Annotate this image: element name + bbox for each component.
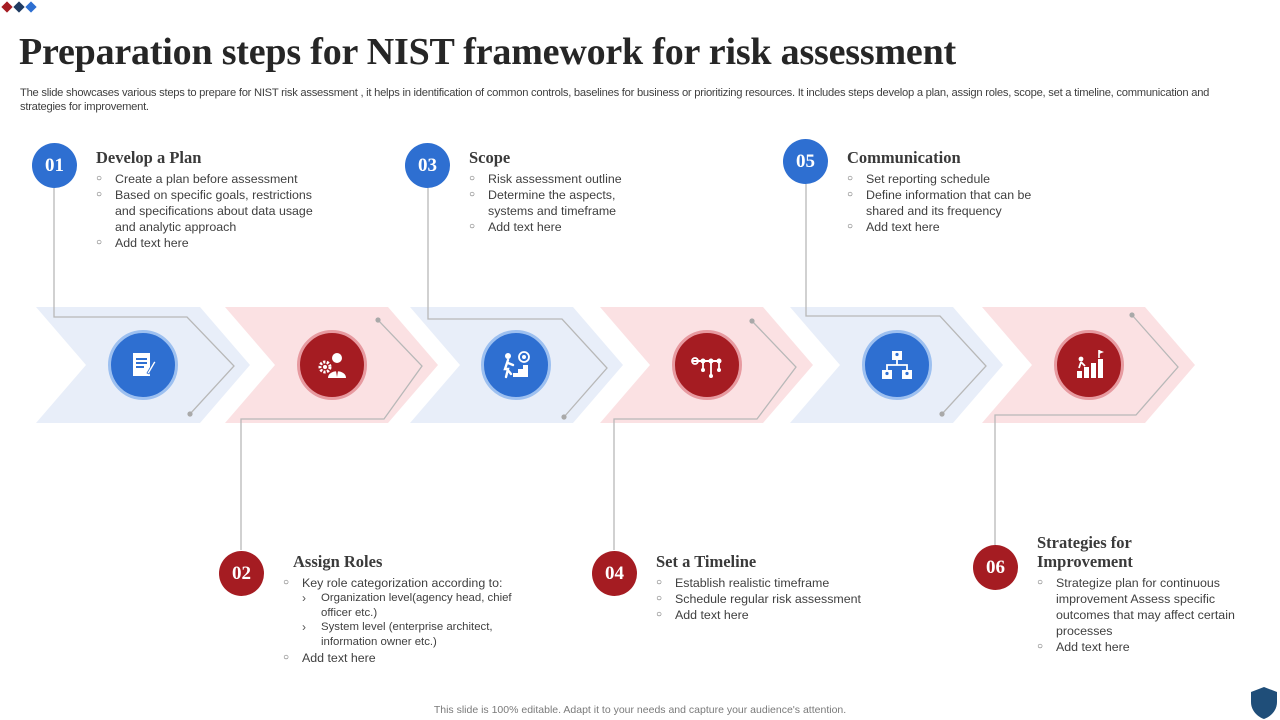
- step-2-bullets-end: [283, 650, 533, 666]
- bullet-item: ○ Key role categorization according to:: [283, 575, 533, 591]
- shield-icon: [1249, 686, 1279, 720]
- bullet-item: ○ Define information that can be shared and its frequency: [847, 187, 1037, 219]
- slide-subtitle: The slide showcases various steps to prepare for NIST risk assessment , it helps in identification of common controls, baselines for business or prioritizing resources. It includes steps develop a plan, assign roles, scope, set a timeline, communication and strategies for improvement.: [20, 87, 1210, 113]
- slide-title: Preparation steps for NIST framework for risk assessment: [19, 31, 956, 73]
- step-5-bullets: [847, 171, 1037, 235]
- document-edit-icon: [125, 347, 161, 383]
- step-4-title: Set a Timeline: [656, 552, 757, 571]
- step-2-bullets: [283, 575, 533, 591]
- step-6-content: [1037, 533, 1242, 655]
- step-2-number: 02: [219, 551, 264, 596]
- step-2-content: [283, 552, 533, 666]
- bullet-item: ○ Add text here: [469, 219, 649, 235]
- step-3-icon-badge: [481, 330, 551, 400]
- step-1-content: [96, 148, 336, 251]
- step-5-title: Communication: [847, 148, 961, 167]
- step-1-bullets: [96, 171, 336, 251]
- step-1-number: 01: [32, 143, 77, 188]
- bullet-item: ○ Add text here: [283, 650, 533, 666]
- step-1-title: Develop a Plan: [96, 148, 202, 167]
- step-2-icon-badge: [297, 330, 367, 400]
- step-3-title: Scope: [469, 148, 511, 167]
- org-chart-icon: [879, 347, 915, 383]
- growth-flag-icon: [1071, 347, 1107, 383]
- step-2-sub-bullets: [302, 591, 533, 649]
- step-6-title: Strategies for Improvement: [1037, 533, 1133, 571]
- bullet-item: ○ Determine the aspects, systems and timeframe: [469, 187, 649, 219]
- bullet-item: ○ Add text here: [1037, 639, 1242, 655]
- footer-note: This slide is 100% editable. Adapt it to your needs and capture your audience's attention.: [433, 704, 847, 716]
- sub-bullet-item: › Organization level(agency head, chief officer etc.): [302, 591, 533, 620]
- person-target-stairs-icon: [498, 347, 534, 383]
- step-3-content: [469, 148, 649, 235]
- bullet-item: ○ Risk assessment outline: [469, 171, 649, 187]
- timeline-icon: [689, 347, 725, 383]
- bullet-item: ○ Add text here: [656, 607, 896, 623]
- bullet-item: ○ Create a plan before assessment: [96, 171, 336, 187]
- step-4-content: [656, 552, 896, 623]
- sub-bullet-item: › System level (enterprise architect, information owner etc.): [302, 620, 533, 649]
- bullet-item: ○ Based on specific goals, restrictions and specifications about data usage and analytic approach: [96, 187, 336, 235]
- step-2-title: Assign Roles: [293, 552, 383, 571]
- step-6-bullets: [1037, 575, 1242, 655]
- bullet-item: ○ Add text here: [96, 235, 336, 251]
- step-5-icon-badge: [862, 330, 932, 400]
- bullet-item: ○ Strategize plan for continuous improvement Assess specific outcomes that may affect certain processes: [1037, 575, 1242, 639]
- step-3-bullets: [469, 171, 649, 235]
- person-gear-icon: [314, 347, 350, 383]
- step-5-number: 05: [783, 139, 828, 184]
- step-6-number: 06: [973, 545, 1018, 590]
- step-4-icon-badge: [672, 330, 742, 400]
- bullet-item: ○ Set reporting schedule: [847, 171, 1037, 187]
- bullet-item: ○ Add text here: [847, 219, 1037, 235]
- step-3-number: 03: [405, 143, 450, 188]
- bullet-item: ○ Schedule regular risk assessment: [656, 591, 896, 607]
- step-1-icon-badge: [108, 330, 178, 400]
- bullet-item: ○ Establish realistic timeframe: [656, 575, 896, 591]
- step-5-content: [847, 148, 1037, 235]
- step-4-bullets: [656, 575, 896, 623]
- step-6-icon-badge: [1054, 330, 1124, 400]
- step-4-number: 04: [592, 551, 637, 596]
